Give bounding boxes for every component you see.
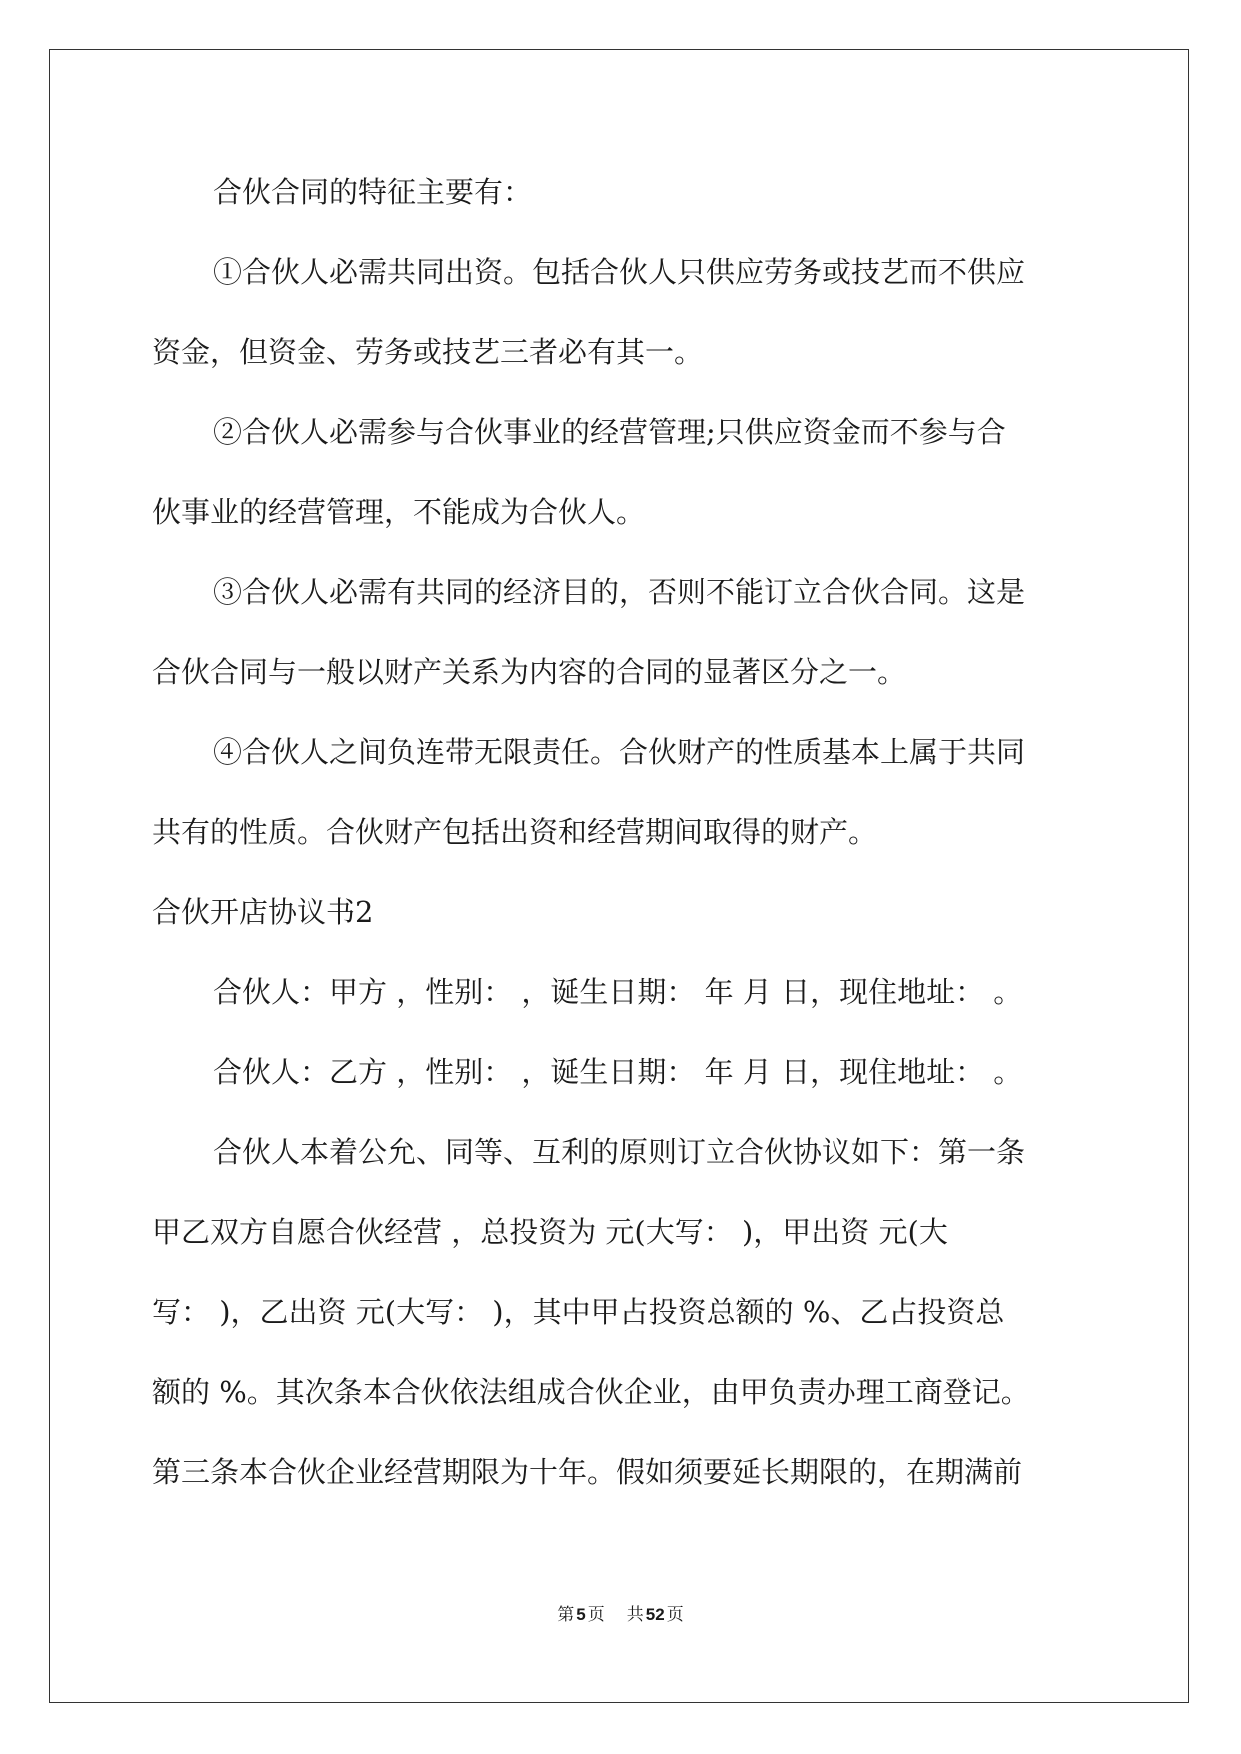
- page-number: [0, 1603, 1241, 1627]
- text-line: 合伙人：甲方 ，性别： ，诞生日期： 年 月 日，现住地址： 。: [213, 975, 1023, 1009]
- text-line: ②合伙人必需参与合伙事业的经营管理;只供应资金而不参与合: [213, 415, 1006, 449]
- section-heading: 合伙开店协议书2: [152, 895, 374, 929]
- current-page: 5: [576, 1605, 586, 1624]
- text-line: 合伙人：乙方 ，性别： ，诞生日期： 年 月 日，现住地址： 。: [213, 1055, 1023, 1089]
- page-prefix: 第: [557, 1605, 575, 1625]
- text-line: 额的 %。其次条本合伙依法组成合伙企业，由甲负责办理工商登记。: [152, 1375, 1030, 1409]
- total-pages: 52: [645, 1605, 665, 1624]
- total-prefix: 共: [626, 1605, 644, 1625]
- text-line: ①合伙人必需共同出资。包括合伙人只供应劳务或技艺而不供应: [213, 255, 1026, 289]
- text-line: 甲乙双方自愿合伙经营 ，总投资为 元(大写： )，甲出资 元(大: [152, 1215, 948, 1249]
- text-line: 合伙合同的特征主要有：: [213, 175, 533, 209]
- total-suffix: 页: [666, 1605, 684, 1625]
- text-line: 合伙人本着公允、同等、互利的原则订立合伙协议如下：第一条: [213, 1135, 1026, 1169]
- text-line: 共有的性质。合伙财产包括出资和经营期间取得的财产。: [152, 815, 878, 849]
- text-line: 第三条本合伙企业经营期限为十年。假如须要延长期限的，在期满前: [152, 1455, 1023, 1489]
- text-line: 合伙合同与一般以财产关系为内容的合同的显著区分之一。: [152, 655, 907, 689]
- text-line: 伙事业的经营管理，不能成为合伙人。: [152, 495, 646, 529]
- text-line: ③合伙人必需有共同的经济目的，否则不能订立合伙合同。这是: [213, 575, 1026, 609]
- text-line: ④合伙人之间负连带无限责任。合伙财产的性质基本上属于共同: [213, 735, 1026, 769]
- text-line: 写： )，乙出资 元(大写： )，其中甲占投资总额的 %、乙占投资总: [152, 1295, 1005, 1329]
- text-line: 资金，但资金、劳务或技艺三者必有其一。: [152, 335, 704, 369]
- page-suffix: 页: [587, 1605, 605, 1625]
